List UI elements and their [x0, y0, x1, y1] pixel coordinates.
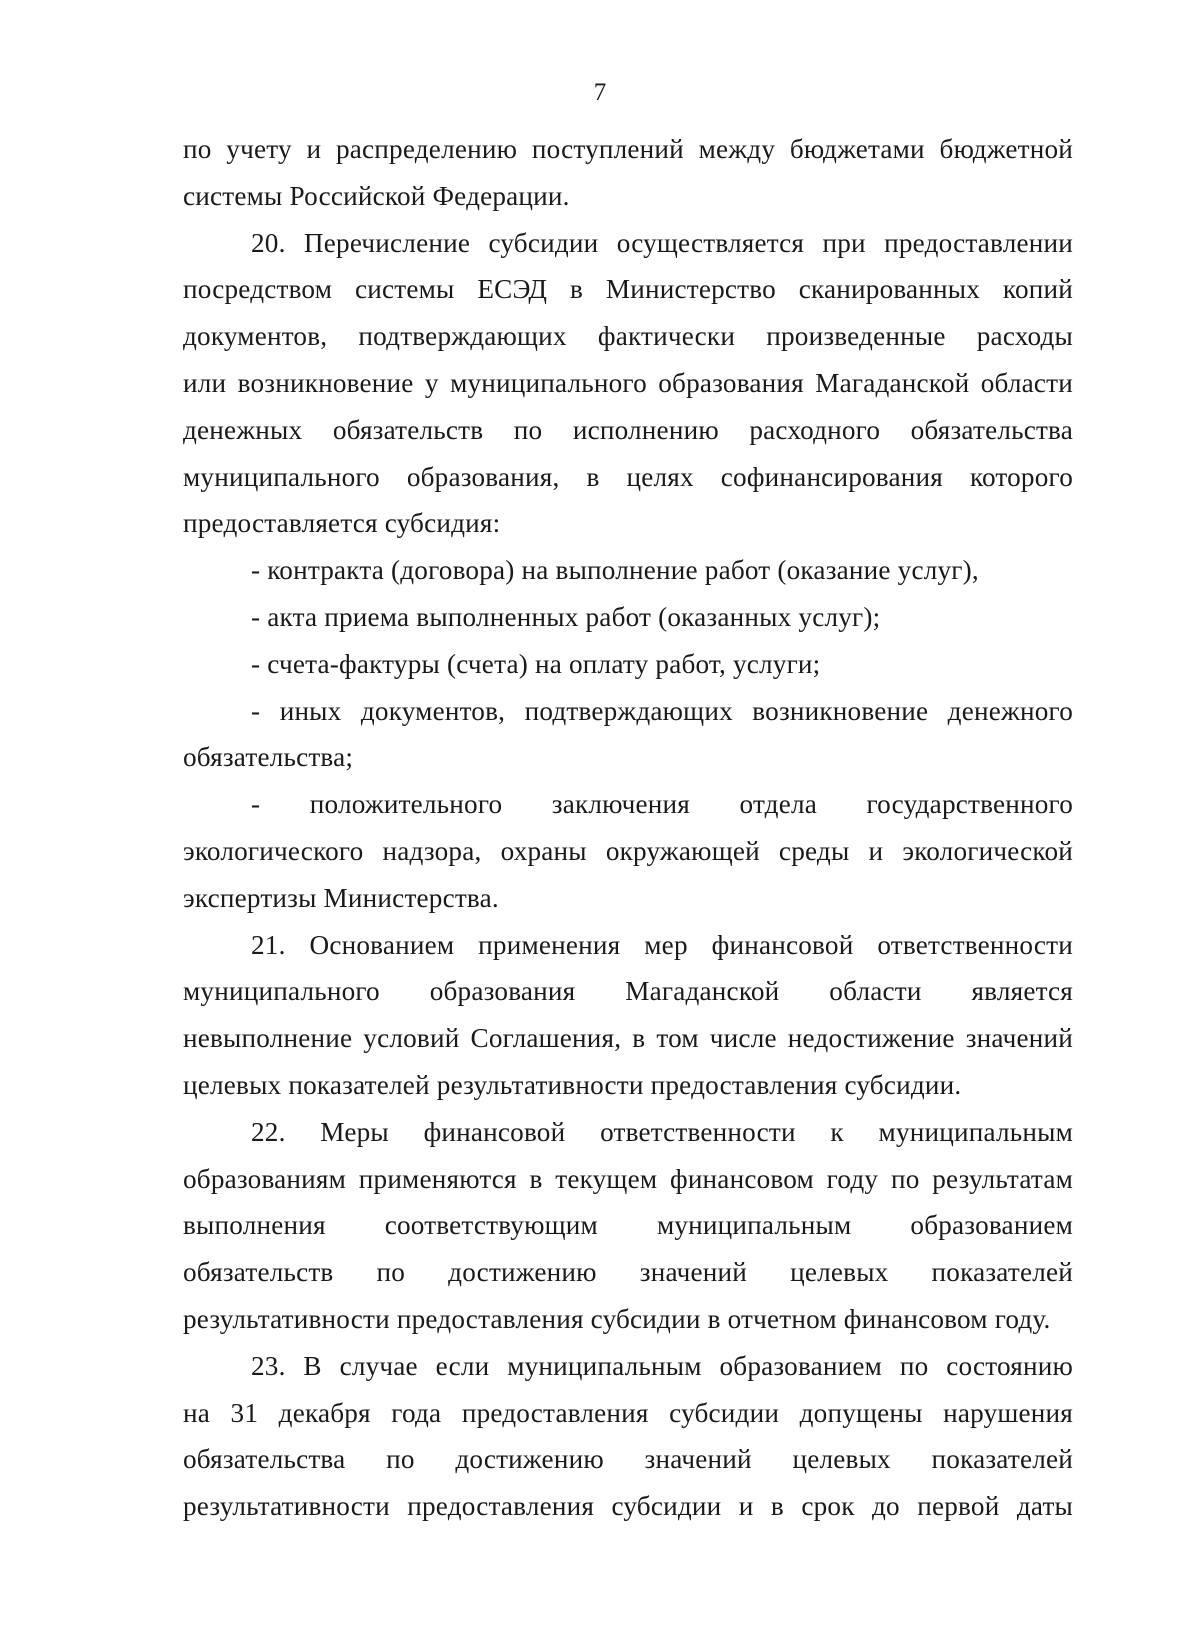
paragraph-line: 20. Перечисление субсидии осуществляется при предоставлении: [251, 227, 1073, 258]
paragraph-line: 22. Меры финансовой ответственности к муниципальным: [251, 1116, 1073, 1147]
list-item: - акта приема выполненных работ (оказанных услуг);: [251, 601, 881, 632]
paragraph-line: документов, подтверждающих фактически произведенные расходы: [183, 321, 1073, 352]
paragraph-line: предоставляется субсидия:: [183, 508, 501, 539]
paragraph-line: муниципального образования Магаданской области является: [183, 976, 1073, 1007]
paragraph-line: обязательств по достижению значений целевых показателей: [183, 1257, 1073, 1288]
paragraph-line: посредством системы ЕСЭД в Министерство сканированных копий: [183, 274, 1073, 305]
paragraph-line: муниципального образования, в целях софинансирования которого: [183, 461, 1073, 492]
paragraph-line: по учету и распределению поступлений между бюджетами бюджетной: [183, 134, 1073, 164]
paragraph-line: обязательства по достижению значений целевых показателей: [183, 1444, 1073, 1475]
list-item: - счета-фактуры (счета) на оплату работ, услуги;: [251, 648, 821, 679]
list-item-continuation: экспертизы Министерства.: [183, 882, 499, 913]
paragraph-line: выполнения соответствующим муниципальным образованием: [183, 1210, 1073, 1241]
paragraph-line: денежных обязательств по исполнению расходного обязательства: [183, 414, 1073, 445]
list-item-continuation: экологического надзора, охраны окружающей среды и экологической: [183, 835, 1073, 866]
list-item: - контракта (договора) на выполнение работ (оказание услуг),: [251, 555, 979, 586]
paragraph-line: результативности предоставления субсидии и в срок до первой даты: [183, 1491, 1073, 1522]
list-item-continuation: обязательства;: [183, 742, 354, 773]
paragraph-line: системы Российской Федерации.: [183, 180, 570, 211]
paragraph-line: невыполнение условий Соглашения, в том числе недостижение значений: [183, 1023, 1073, 1054]
paragraph-line: или возникновение у муниципального образования Магаданской области: [183, 367, 1073, 398]
document-body: [183, 126, 1073, 1530]
paragraph-line: целевых показателей результативности предоставления субсидии.: [183, 1069, 962, 1100]
paragraph-line: результативности предоставления субсидии в отчетном финансовом году.: [183, 1303, 1051, 1334]
paragraph-line: 21. Основанием применения мер финансовой ответственности: [251, 929, 1073, 960]
paragraph-line: на 31 декабря года предоставления субсидии допущены нарушения: [183, 1397, 1073, 1428]
list-item: - иных документов, подтверждающих возникновение денежного: [251, 695, 1073, 726]
paragraph-line: 23. В случае если муниципальным образованием по состоянию: [251, 1350, 1073, 1381]
list-item: - положительного заключения отдела государственного: [251, 789, 1073, 820]
paragraph-line: образованиям применяются в текущем финансовом году по результатам: [183, 1163, 1073, 1194]
page-number: 7: [593, 79, 607, 106]
